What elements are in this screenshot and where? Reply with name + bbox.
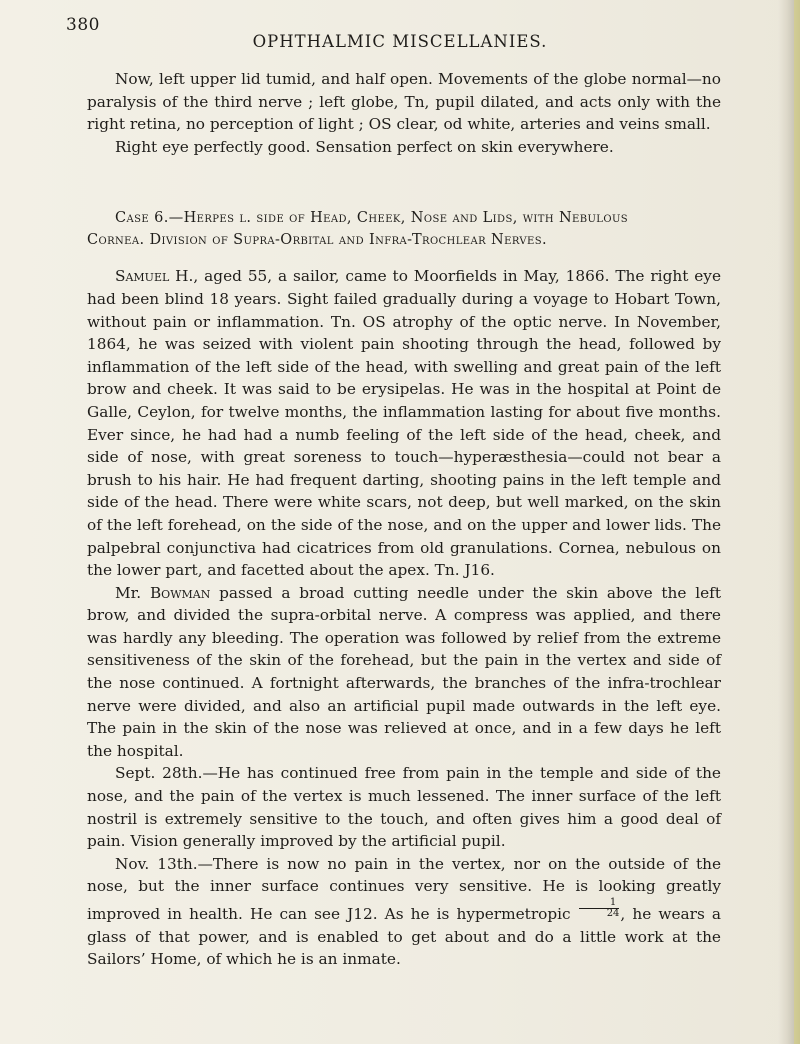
page-body bbox=[87, 68, 721, 971]
patient-name: Samuel H., bbox=[115, 267, 199, 286]
case-paragraph-4-text: , he wears a glass of that power, and is enabled to get about and do a little work at the Sailors’ Home, of which he is an inmate. bbox=[87, 905, 721, 969]
running-head: OPHTHALMIC MISCELLANIES. bbox=[252, 32, 548, 51]
surgeon-name: Bowman bbox=[149, 583, 211, 602]
intro-paragraph-1: Now, left upper lid tumid, and half open. Movements of the globe normal—no paralysis of the third nerve ; left globe, Tn, pupil dilated, and acts only with the right retina, no perception of light ; OS clear, od white, arteries and veins small. bbox=[87, 70, 721, 134]
case-paragraph-2-text: passed a broad cutting needle under the skin above the left brow, and divided the supra-orbital nerve. A compress was applied, and there was hardly any bleeding. The operation was followed by relief from the extreme sensitiveness of the skin of the forehead, but the pain in the vertex and side of the nose continued. A fortnight afterwards, the branches of the infra-trochlear nerve were divided, and also an artificial pupil made outwards in the left eye. The pain in the skin of the nose was relieved at once, and in a few days he left the hospital. bbox=[87, 583, 721, 760]
case-heading bbox=[87, 207, 721, 251]
case-paragraph-2-prefix: Mr. bbox=[115, 583, 150, 602]
fraction-numerator: 1 bbox=[579, 898, 620, 909]
case-heading-line-2: Cornea. Division of Supra-Orbital and Infra-Trochlear Nerves. bbox=[87, 232, 547, 249]
intro-paragraph-2: Right eye perfectly good. Sensation perfect on skin everywhere. bbox=[115, 137, 614, 156]
fraction bbox=[579, 898, 620, 919]
fraction-denominator: 24 bbox=[606, 908, 620, 919]
case-paragraph-4-prefix: Nov. 13th.—There is now no pain in the vertex, nor on the outside of the nose, but the inner surface continues very sensitive. He is looking greatly improved in health. He can see J12. As he is hypermetropic bbox=[87, 854, 721, 923]
page-edge-strip bbox=[794, 0, 800, 1044]
case-paragraph-1-text: aged 55, a sailor, came to Moorfields in May, 1866. The right eye had been blind 18 years. Sight failed gradually during a voyage to Hobart Town, without pain or inflammation. Tn. OS atrophy of the optic nerve. In November, 1864, he was seized with violent pain shooting through the head, followed by inflammation of the left side of the head, with swelling and great pain of the left brow and cheek. It was said to be erysipelas. He was in the hospital at Point de Galle, Ceylon, for twelve months, the inflammation lasting for about five months. Ever since, he had had a numb feeling of the left side of the head, cheek, and side of nose, with great soreness to touch—hyperæsthesia—could not bear a brush to his hair. He had frequent darting, shooting pains in the left temple and side of the head. There were white scars, not deep, but well marked, on the skin of the left forehead, on the side of the nose, and on the upper and lower lids. The palpebral conjunctiva had cicatrices from old granulations. Cornea, nebulous on the lower part, and facetted about the apex. Tn. J16. bbox=[87, 267, 722, 580]
case-paragraph-4 bbox=[87, 853, 721, 971]
case-paragraph-2 bbox=[87, 582, 721, 763]
case-paragraph-1 bbox=[87, 265, 721, 581]
page-number: 380 bbox=[66, 15, 100, 35]
case-heading-line-1: Case 6.—Herpes l. side of Head, Cheek, Nose and Lids, with Nebulous bbox=[115, 210, 629, 227]
case-paragraph-3: Sept. 28th.—He has continued free from pain in the temple and side of the nose, and the pain of the vertex is much lessened. The inner surface of the left nostril is extremely sensitive to the touch, and often gives him a good deal of pain. Vision generally improved by the artificial pupil. bbox=[87, 764, 721, 851]
